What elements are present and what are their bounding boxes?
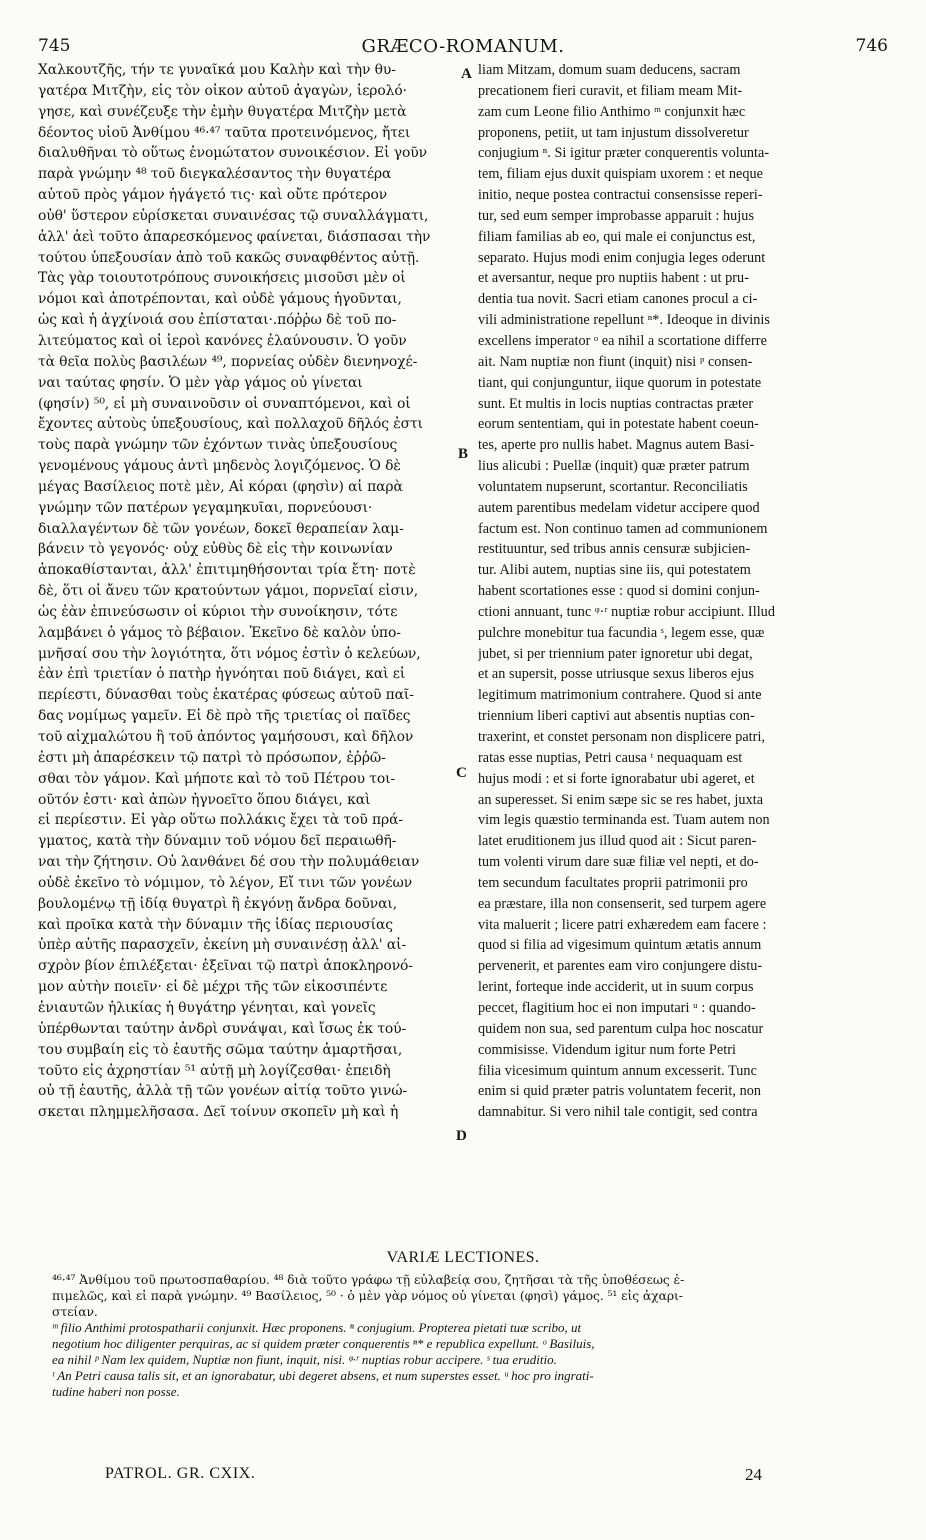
greek-text-line: δας νομίμως γαμεῖν. Εἰ δὲ πρὸ τῆς τριετίας οἱ παῖδες (38, 708, 411, 725)
latin-text-line: lerint, forteque inde acciderit, ut in suum corpus (478, 979, 754, 996)
greek-text-line: σχρὸν βίον ἐπιλέξεται· ἐξεῖναι τῷ πατρὶ ἀποκληρονό- (38, 958, 413, 975)
greek-text-line: Τὰς γὰρ τοιουτοτρόπους συνοικήσεις μισοῦσι μὲν οἱ (38, 270, 406, 287)
section-marker-a: A (461, 66, 472, 82)
latin-text-line: peccet, flagitium hoc ei non imputari ᵘ : quando- (478, 999, 756, 1016)
greek-text-line: του συμβαίη εἰς τὸ ἑαυτῆς σῶμα ταύτην ἁμαρτῆσαι, (38, 1041, 403, 1058)
greek-text-line: διαλλαγέντων δὲ τῶν γονέων, δοκεῖ θεραπείαν λαμ- (38, 520, 404, 537)
latin-text-line: pervenerit, et parentes eam viro conjungere distu- (478, 958, 763, 975)
latin-text-line: vim legis quæstio terminanda est. Tuam autem non (478, 812, 770, 829)
latin-text-line: latet eruditionem jus illud quod ait : Sicut paren- (478, 833, 757, 850)
latin-text-line: proponens, petiit, ut tam injustum dissolveretur (478, 124, 749, 141)
section-marker-c: C (456, 765, 467, 781)
greek-text-line: Χαλκουτζῆς, τήν τε γυναῖκά μου Καλὴν καὶ τὴν θυ- (38, 62, 396, 78)
latin-text-line: an superesset. Si enim sæpe sic se res habet, juxta (478, 791, 764, 808)
running-header (38, 36, 888, 60)
greek-text-line: ἔχοντες αὐτοὺς ὑπεξουσίους, καὶ πολλαχοῦ δῆλός ἐστι (38, 416, 423, 433)
latin-text-line: dentia tua novit. Sacri etiam canones procul a ci- (478, 291, 758, 308)
greek-text-line: περίεστι, δύνασθαι τοὺς ἑκατέρας φύσεως αὐτοῦ παῖ- (38, 687, 414, 704)
latin-text-line: liam Mitzam, domum suam deducens, sacram (478, 62, 741, 78)
latin-text-line: excellens imperator ᵒ ea nihil a scortatione differre (478, 332, 767, 349)
latin-footnotes (52, 1320, 888, 1400)
greek-note-line: πιμελῶς, καὶ εἰ παρὰ γνώμην. ⁴⁹ Βασίλειος, ⁵⁰ · ὁ μὲν γὰρ νόμος οὐ γίνεται (φησὶ) γάμος. ⁵¹ εἰς ἀχαρι- (52, 1288, 683, 1303)
latin-note-line: ᵐ filio Anthimi protospatharii conjunxit. Hæc proponens. ⁿ conjugium. Propterea pietati tuæ scribo, ut (52, 1320, 582, 1335)
greek-text-line: σκεται πλημμελῆσασα. Δεῖ τοίνυν σκοπεῖν μὴ καὶ ἡ (38, 1104, 399, 1121)
latin-text-line: tem, filiam ejus duxit quispiam uxorem : et neque (478, 166, 763, 183)
latin-text-line: et aversantur, neque pro nuptiis habent : ut pru- (478, 270, 749, 287)
greek-text-line: ἐνιαυτῶν ἡλικίας ἡ θυγάτηρ γένηται, καὶ γονεῖς (38, 999, 376, 1016)
greek-text-line: ὡς ἐὰν ἐπινεύσωσιν οἱ κύριοι τὴν συνοίκησιν, τότε (38, 603, 398, 620)
latin-text-line: damnabitur. Si vero nihil tale contigit, sed contra (478, 1104, 758, 1121)
latin-text-line: factum est. Non continuo tamen ad communionem (478, 520, 768, 537)
section-marker-b: B (458, 446, 469, 462)
latin-text-line: precationem fieri curavit, et filiam meam Mit- (478, 82, 743, 99)
greek-variant-notes (52, 1272, 888, 1320)
latin-note-line: ᵗ An Petri causa talis sit, et an ignorabatur, ubi degeret absens, et num superstes esset. ᵘ hoc pro ingrati- (52, 1368, 594, 1383)
greek-text-line: μνῆσαί σου τὴν λογιότητα, ὅτι νόμος ἐστὶν ὁ κελεύων, (38, 645, 421, 662)
greek-text-line: τοὺς παρὰ γνώμην τῶν ἐχόντων τινὰς ὑπεξουσίους (38, 437, 398, 454)
latin-text-line: tum volenti virum dare suæ filiæ vel nepti, et do- (478, 854, 759, 871)
footer-series-label: PATROL. GR. CXIX. (105, 1465, 256, 1482)
latin-text-column (478, 62, 888, 1125)
greek-text-line: οὐδὲ ἐκεῖνο τὸ νόμιμον, τὸ λέγον, Εἴ τινι τῶν γονέων (38, 874, 413, 891)
greek-text-line: εἰ περίεστιν. Εἰ γὰρ οὕτω πολλάκις ἔχει τὰ τοῦ πρά- (38, 812, 403, 829)
latin-text-line: conjugium ⁿ. Si igitur præter conquerentis volunta- (478, 145, 770, 162)
latin-text-line: filia vicesimum quintum annum excesserit. Tunc (478, 1062, 757, 1079)
greek-text-column (38, 62, 456, 1125)
latin-text-line: commisisse. Videndum igitur num forte Petri (478, 1041, 736, 1058)
greek-text-line: καὶ προῖκα κατὰ τὴν δύναμιν τῆς ἰδίας περιουσίας (38, 916, 393, 933)
running-title: GRÆCO-ROMANUM. (361, 36, 565, 57)
greek-text-line: παρὰ γνώμην ⁴⁸ τοῦ διεγκαλέσαντος τὴν θυγατέρα (38, 166, 392, 183)
greek-text-line: αὐτοῦ πρὸς γάμον ἠγάγετό τις· καὶ οὔτε πρότερον (38, 187, 388, 204)
greek-text-line: γησε, καὶ συνέζευξε τὴν ἐμὴν θυγατέρα Μιτζὴν μετὰ (38, 103, 407, 120)
latin-text-line: pulchre monebitur tua facundia ˢ, legem esse, quæ (478, 624, 765, 641)
latin-text-line: et an supersit, posse utriusque sexus liberos ejus (478, 666, 754, 683)
greek-text-line: ναι τὴν ζήτησιν. Οὐ λανθάνει δέ σου τὴν πολυμάθειαν (38, 854, 420, 871)
latin-text-line: zam cum Leone filio Anthimo ᵐ conjunxit hæc (478, 103, 746, 120)
greek-text-line: (φησίν) ⁵⁰, εἰ μὴ συναινοῦσιν οἱ συναπτόμενοι, καὶ οἱ (38, 395, 411, 412)
latin-text-line: tiant, qui conjunguntur, iique quorum in potestate (478, 374, 762, 391)
greek-text-line: σθαι τὸν γάμον. Καὶ μήποτε καὶ τὸ τοῦ Πέτρου τοι- (38, 770, 396, 787)
greek-text-line: τούτου ὑπεξουσίαν ἀπὸ τοῦ κακῶς συναφθέντος αὐτῇ. (38, 249, 420, 266)
greek-text-line: οὐθ' ὕστερον εὑρίσκεται συναινέσας τῷ συναλλάγματι, (38, 207, 429, 224)
latin-text-line: ratas esse nuptias, Petri causa ᵗ nequaquam est (478, 749, 743, 766)
greek-text-line: ἀποκαθίστανται, ἀλλ' ἐπιτιμηθήσονται τρία ἔτη· ποτὲ (38, 562, 416, 579)
greek-text-line: δέοντος υἱοῦ Ἀνθίμου ⁴⁶·⁴⁷ ταῦτα προτεινόμενος, ἤτει (38, 124, 411, 141)
greek-text-line: λαμβάνει ὁ γάμος τὸ βέβαιον. Ἐκεῖνο δὲ καλὸν ὑπο- (38, 624, 401, 641)
latin-text-line: tur. Alibi autem, nuptias sine iis, qui potestatem (478, 562, 751, 579)
page-number-right: 746 (855, 36, 888, 56)
greek-text-line: νόμοι καὶ ἀποτρέπονται, καὶ οὐδὲ γάμους ἡγοῦνται, (38, 291, 402, 308)
latin-text-line: separato. Hujus modi enim conjugia leges oderunt (478, 249, 766, 266)
latin-text-line: tem secundum facultates proprii patrimonii pro (478, 874, 748, 891)
variae-lectiones-title: VARIÆ LECTIONES. (386, 1249, 540, 1266)
greek-text-line: γατέρα Μιτζὴν, εἰς τὸν οἶκον αὐτοῦ ἀγαγὼν, ἱερολό· (38, 82, 407, 99)
greek-text-line: λιτεύματος καὶ οἱ ἱεροὶ κανόνες ἐλαύνουσιν. Ὁ γοῦν (38, 332, 407, 349)
greek-text-line: οὐ τῇ ἑαυτῆς, ἀλλὰ τῇ τῶν γονέων αἰτίᾳ τοῦτο γινώ- (38, 1083, 408, 1100)
page-number-left: 745 (38, 36, 71, 56)
greek-text-line: γνώμην τῶν πατέρων γεγαμηκυῖαι, πορνεύουσι· (38, 499, 373, 516)
latin-text-line: restituuntur, sed tribus annis censuræ subjicien- (478, 541, 751, 558)
latin-text-line: quod si filia ad vigesimum quintum ætatis annum (478, 937, 762, 954)
greek-text-line: ἐστι μὴ ἀπαρέσκειν τῷ πατρὶ τὸ πρόσωπον, ἐῤῥῶ- (38, 749, 386, 766)
greek-text-line: ναι ταύτας φησίν. Ὁ μὲν γὰρ γάμος οὐ γίνεται (38, 374, 363, 391)
latin-text-line: lius alicubi : Puellæ (inquit) quæ præter patrum (478, 458, 750, 475)
greek-text-line: μέγας Βασίλειος ποτὲ μὲν, Αἱ κόραι (φησὶν) αἱ παρὰ (38, 478, 403, 495)
greek-text-line: βουλομένῳ τῇ ἰδίᾳ θυγατρὶ ἢ ἐκγόνῃ ἄνδρα δοῦναι, (38, 895, 398, 912)
latin-note-line: ea nihil ᵖ Nam lex quidem, Nuptiæ non fiunt, inquit, nisi. ᵠ·ʳ nuptias robur accipere. ˢ tua eruditio. (52, 1352, 557, 1367)
greek-text-line: τοῦτο εἰς ἀχρηστίαν ⁵¹ αὐτῇ μὴ λογίζεσθαι· ἐπειδὴ (38, 1062, 391, 1079)
latin-text-line: ait. Nam nuptiæ non fiunt (inquit) nisi ᵖ consen- (478, 353, 753, 370)
greek-text-line: γματος, κατὰ τὴν δύναμιν τοῦ νόμου δεῖ περαιωθῆ- (38, 833, 397, 850)
greek-text-line: τὰ θεῖα πολὺς βασιλέων ⁴⁹, πορνείας οὐδὲν διενηνοχέ- (38, 353, 418, 370)
latin-text-line: ctioni annuant, tunc ᵠ·ʳ nuptiæ robur accipiunt. Illud (478, 603, 775, 620)
greek-text-line: ἐὰν ἐπὶ τριετίαν ὁ πατὴρ ἠγνόηται ποῦ διάγει, καὶ εἰ (38, 666, 406, 683)
latin-text-line: triennium liberi captivi aut absentis nuptias con- (478, 708, 755, 725)
latin-text-line: tur, sed eum semper improbasse apparuit : hujus (478, 207, 755, 224)
greek-text-line: γενομένους γάμους ἀντὶ μηδενὸς λογιζόμενος. Ὁ δὲ (38, 458, 401, 475)
greek-text-line: διαλυθῆναι τὸ οὕτως ἐνομώτατον συνοικέσιον. Εἰ γοῦν (38, 145, 427, 162)
greek-note-line: ⁴⁶·⁴⁷ Ἀνθίμου τοῦ πρωτοσπαθαρίου. ⁴⁸ διὰ τοῦτο γράφω τῇ εὐλαβείᾳ σου, ζητῆσαι τὰ τῆς ὑποθέσεως ἐ- (52, 1272, 685, 1287)
footer-signature-number: 24 (745, 1465, 762, 1484)
latin-text-line: habent scortationes esse : quod si domini conjun- (478, 583, 760, 600)
greek-note-line: στείαν. (52, 1304, 98, 1319)
latin-text-line: initio, neque postea contractui consensisse reperi- (478, 187, 763, 204)
latin-text-line: voluntatem nupserunt, scortantur. Reconciliatis (478, 478, 748, 495)
latin-text-line: vili administratione repellunt ⁿ*. Ideoque in divinis (478, 312, 770, 329)
section-marker-d: D (456, 1128, 467, 1144)
latin-text-line: quidem non sua, sed parentum culpa hoc noscatur (478, 1020, 764, 1037)
greek-text-line: βάνειν τὸ γεγονός· οὐχ εὐθὺς δὲ εἰς τὴν κοινωνίαν (38, 541, 393, 558)
latin-note-line: negotium hoc diligenter perquiras, ac si quidem præter conquerentis ⁿ* e republica expellunt. ᵒ Basiluis, (52, 1336, 595, 1351)
greek-text-line: δὲ, ὅτι οἱ ἄνευ τῶν κρατούντων γάμοι, πορνεῖαί εἰσιν, (38, 583, 419, 600)
latin-text-line: jubet, si per triennium pater ignoretur ubi degat, (478, 645, 753, 662)
greek-text-line: ἀλλ' ἀεὶ τοῦτο ἀπαρεσκόμενος φαίνεται, διάσπασαι τὴν (38, 228, 431, 245)
latin-text-line: filiam familias ab eo, qui male ei conjunctus est, (478, 228, 756, 245)
latin-text-line: legitimum matrimonium contrahere. Quod si ante (478, 687, 762, 704)
latin-note-line: tudine haberi non posse. (52, 1384, 180, 1399)
latin-text-line: hujus modi : et si forte ignorabatur ubi ageret, et (478, 770, 755, 787)
latin-text-line: enim si quid præter patris voluntatem fecerit, non (478, 1083, 762, 1100)
greek-text-line: ὑπέρθωνται ταύτην ἀνδρὶ συνάψαι, καὶ ἴσως ἐκ τού- (38, 1020, 407, 1037)
latin-text-line: eorum sententiam, qui in potestate habent coeun- (478, 416, 759, 433)
latin-text-line: vita maluerit ; licere patri exhæredem eam facere : (478, 916, 767, 933)
latin-text-line: ea præstare, illa non consenserit, sed turpem agere (478, 895, 767, 912)
greek-text-line: μον αὐτὴν ποιεῖν· εἰ δὲ μέχρι τῆς τῶν εἰκοσιπέντε (38, 979, 388, 996)
greek-text-line: οῦτόν ἐστι· καὶ ἀπὼν ἠγνοεῖτο ὅπου διάγει, καὶ (38, 791, 371, 808)
greek-text-line: ὡς καὶ ἡ ἀγχίνοιά σου ἐπίσταται·.πόῤῥω δὲ τοῦ πο- (38, 312, 397, 329)
greek-text-line: ὑπὲρ αὐτῆς παρασχεῖν, ἐκείνη μὴ συναινέσῃ ἀλλ' αἰ- (38, 937, 407, 954)
latin-text-line: traxerint, et constet personam non displicere patri, (478, 729, 766, 745)
latin-text-line: tes, aperte pro nullis habet. Magnus autem Basi- (478, 437, 755, 454)
latin-text-line: sunt. Et multis in locis nuptias contractas præter (478, 395, 754, 412)
latin-text-line: autem parentibus medelam videtur accipere quod (478, 499, 760, 516)
greek-text-line: τοῦ αἰχμαλώτου ἢ τοῦ ἀπόντος γαμήσουσι, καὶ δῆλον (38, 729, 414, 745)
